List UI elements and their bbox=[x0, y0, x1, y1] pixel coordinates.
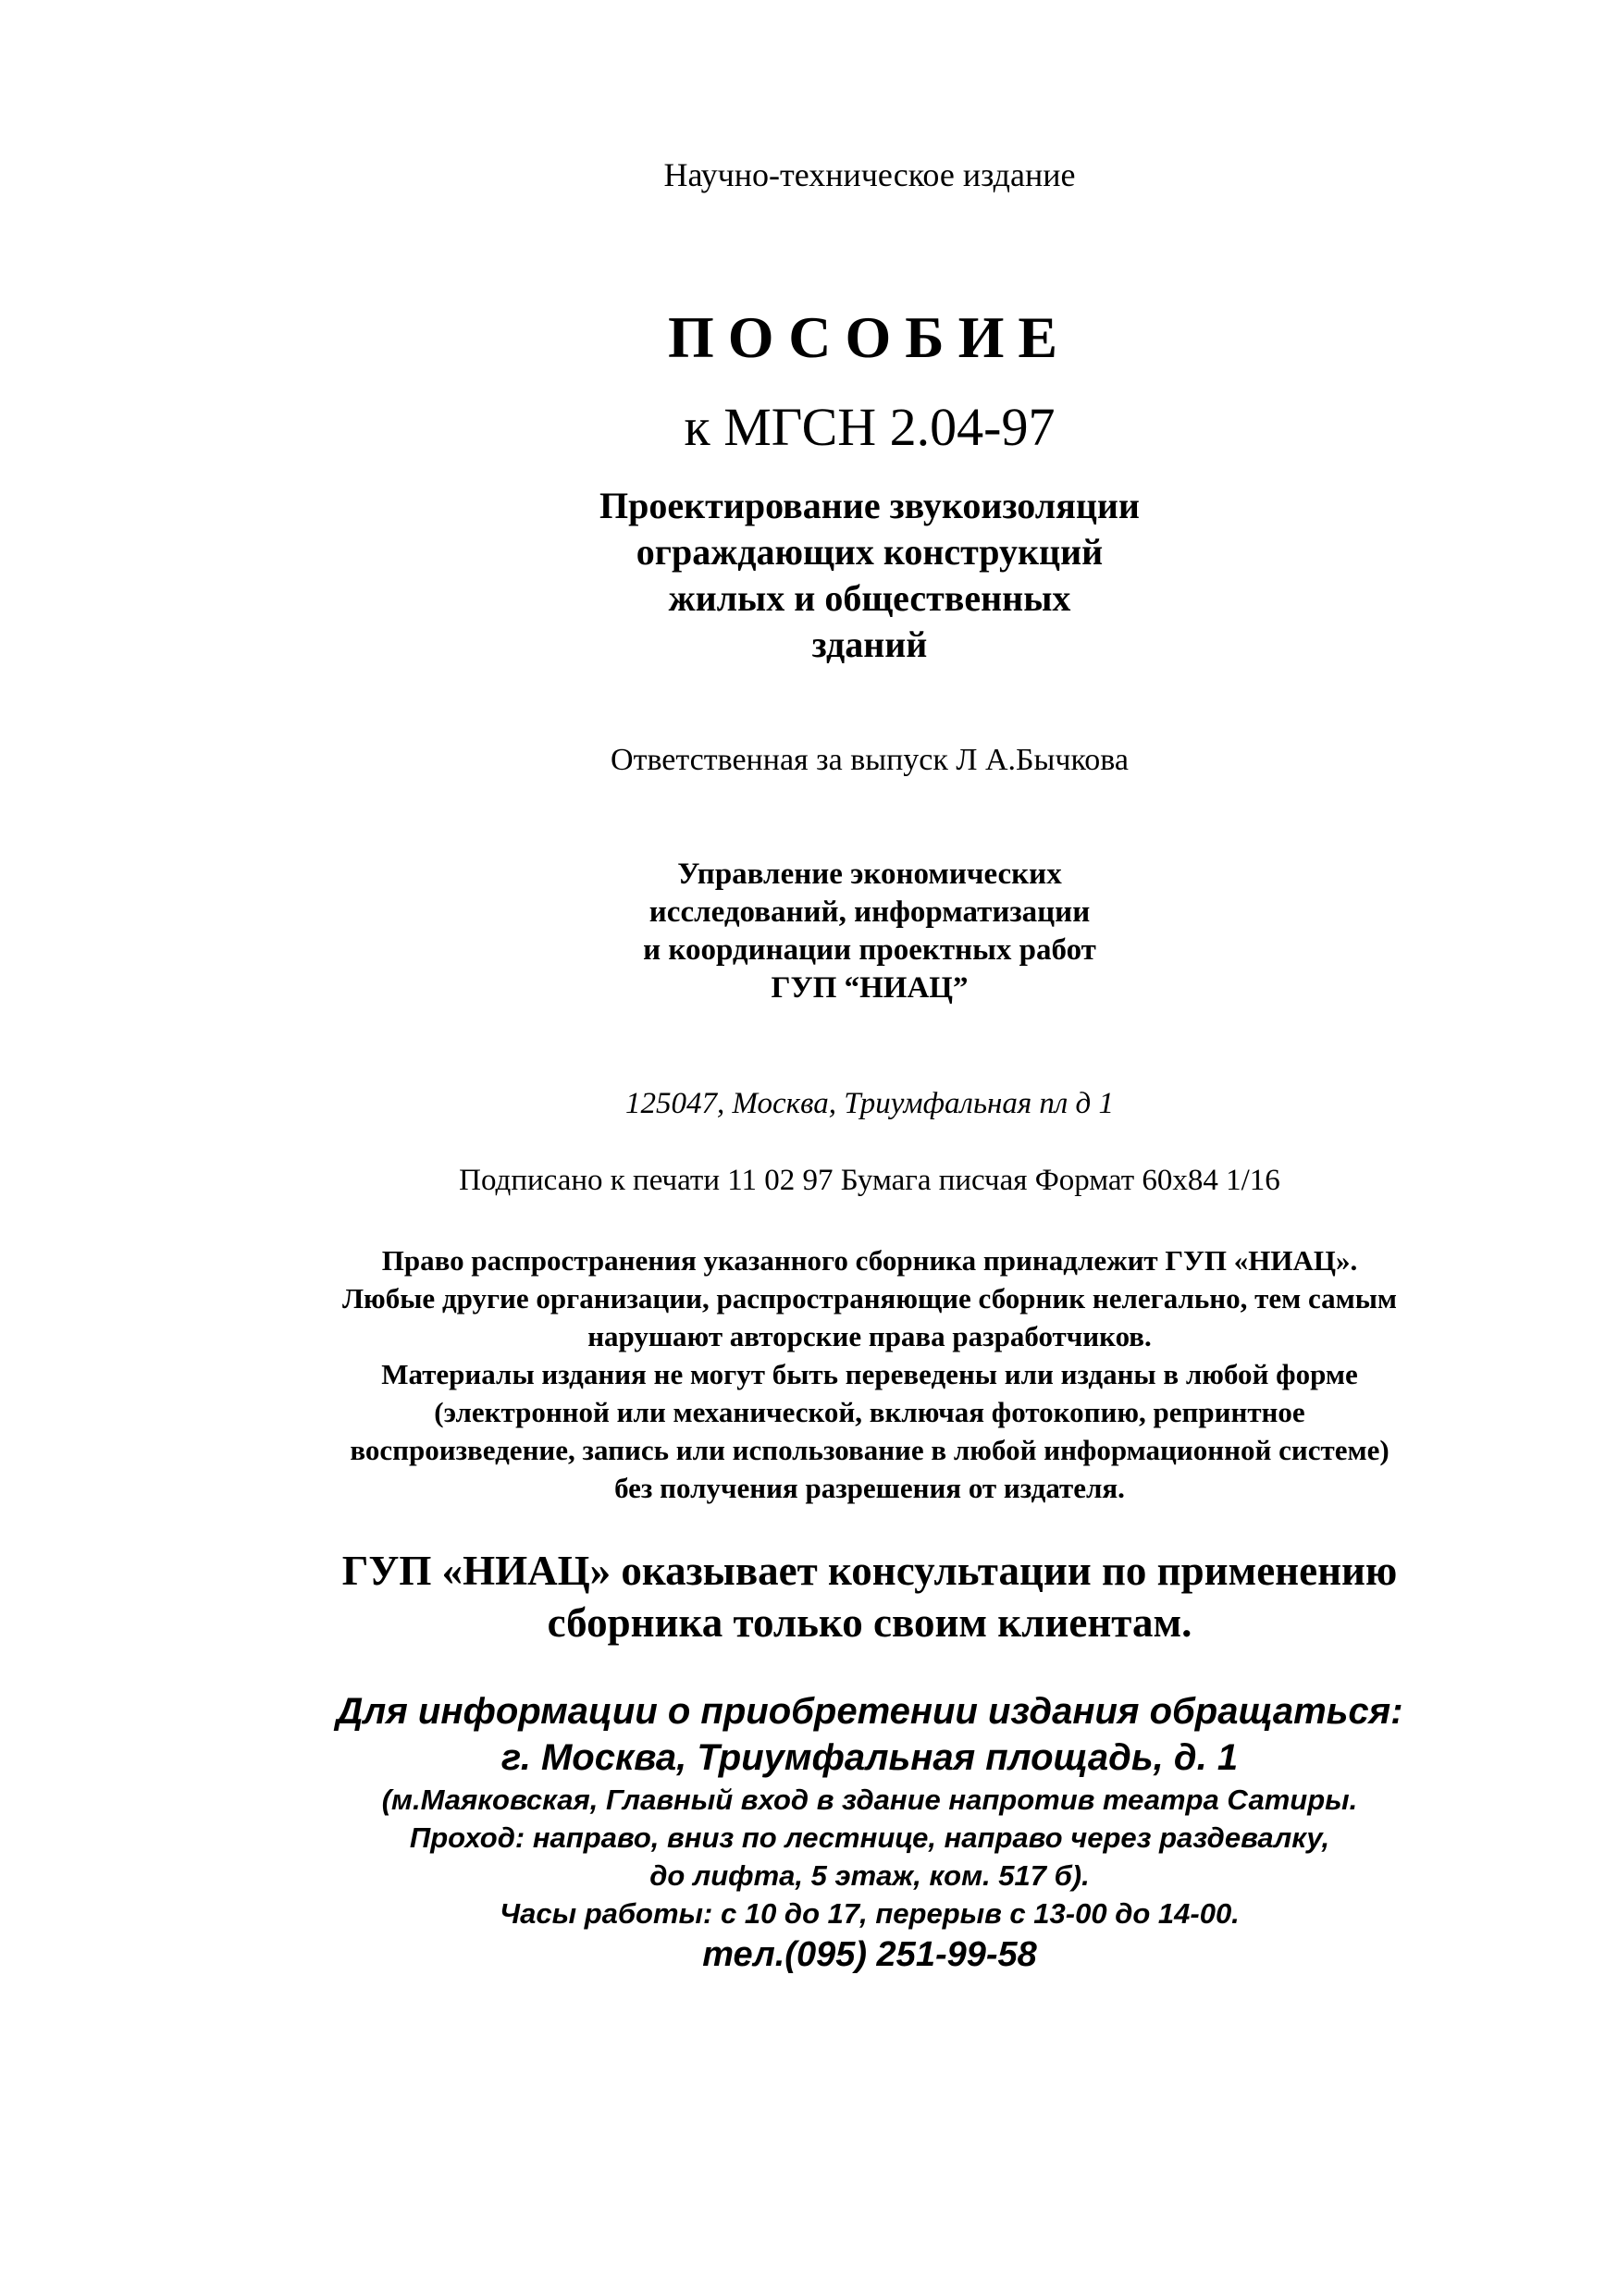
contact-directions-line: Проход: направо, вниз по лестнице, направо через раздевалку, bbox=[409, 1821, 1330, 1854]
topic-line: Проектирование звукоизоляции bbox=[599, 485, 1140, 526]
department-line: и координации проектных работ bbox=[643, 933, 1096, 967]
copyright-line: Любые другие организации, распространяющие сборник нелегально, тем самым bbox=[341, 1282, 1398, 1315]
copyright-line: без получения разрешения от издателя. bbox=[614, 1472, 1125, 1504]
copyright-line: Право распространения указанного сборника принадлежит ГУП «НИАЦ». bbox=[381, 1244, 1358, 1277]
print-imprint-text: Подписано к печати 11 02 97 Бумага писчая Формат 60х84 1/16 bbox=[459, 1164, 1280, 1197]
copyright-line: воспроизведение, запись или использование в любой информационной системе) bbox=[350, 1434, 1390, 1466]
copyright-line: Материалы издания не могут быть переведены или изданы в любой форме bbox=[381, 1358, 1358, 1390]
contact-hours: Часы работы: с 10 до 17, перерыв с 13-00 до 14-00. bbox=[500, 1897, 1240, 1930]
document-subtitle bbox=[167, 396, 1573, 458]
copyright-line: нарушают авторские права разработчиков. bbox=[587, 1320, 1152, 1352]
department-line: исследований, информатизации bbox=[648, 895, 1091, 929]
document-topic bbox=[167, 483, 1573, 668]
department-line: Управление экономических bbox=[677, 858, 1062, 891]
contact-heading: Для информации о приобретении издания обращаться: bbox=[336, 1691, 1403, 1732]
publisher-address bbox=[167, 1087, 1573, 1121]
publication-type bbox=[167, 155, 1573, 194]
publisher-department bbox=[167, 856, 1573, 1007]
print-imprint bbox=[167, 1164, 1573, 1198]
responsible-text: Ответственная за выпуск Л А.Бычкова bbox=[611, 743, 1129, 777]
consultation-line: ГУП «НИАЦ» оказывает консультации по применению bbox=[341, 1548, 1398, 1594]
copyright-line: (электронной или механической, включая фотокопию, репринтное bbox=[434, 1396, 1305, 1428]
publication-type-text: Научно-техническое издание bbox=[663, 156, 1076, 193]
document-subtitle-text: к МГСН 2.04-97 bbox=[684, 397, 1056, 457]
publisher-address-text: 125047, Москва, Триумфальная пл д 1 bbox=[625, 1087, 1114, 1120]
topic-line: жилых и общественных bbox=[668, 577, 1071, 619]
contact-info bbox=[167, 1688, 1573, 1977]
contact-directions-line: (м.Маяковская, Главный вход в здание напротив театра Сатиры. bbox=[381, 1784, 1358, 1816]
copyright-notice bbox=[167, 1241, 1573, 1507]
document-title-text: ПОСОБИЕ bbox=[667, 304, 1072, 370]
consultation-line: сборника только своим клиентам. bbox=[547, 1599, 1192, 1646]
contact-address: г. Москва, Триумфальная площадь, д. 1 bbox=[500, 1737, 1239, 1778]
department-line: ГУП “НИАЦ” bbox=[771, 971, 969, 1005]
contact-phone: тел.(095) 251-99-58 bbox=[702, 1935, 1037, 1974]
consultation-notice bbox=[167, 1545, 1573, 1648]
document-title bbox=[167, 303, 1573, 372]
topic-line: зданий bbox=[811, 623, 928, 665]
topic-line: ограждающих конструкций bbox=[636, 531, 1104, 573]
contact-directions-line: до лифта, 5 этаж, ком. 517 б). bbox=[649, 1859, 1090, 1892]
responsible-person bbox=[167, 743, 1573, 778]
